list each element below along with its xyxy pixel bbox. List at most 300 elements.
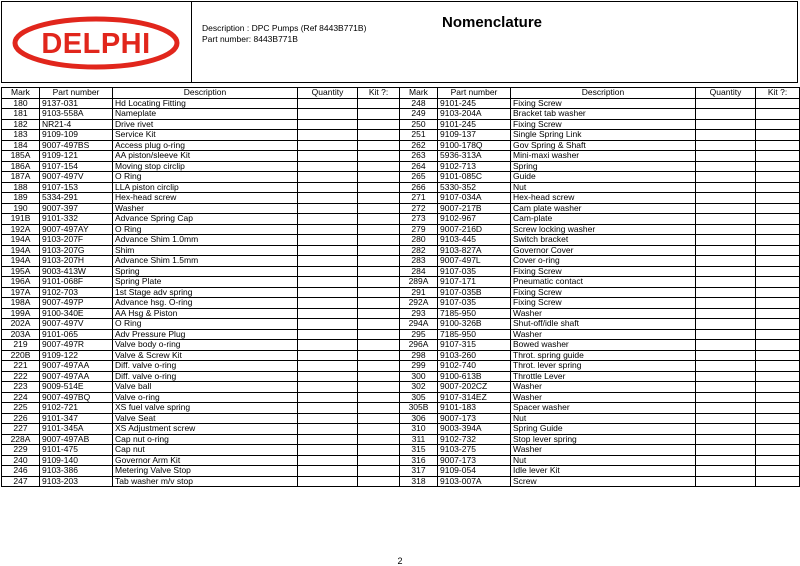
left-quantity-cell [298, 319, 358, 330]
table-row [2, 182, 800, 193]
right-mark-cell: 284 [400, 266, 438, 277]
table-row [2, 235, 800, 246]
left-kit-cell [358, 424, 400, 435]
left-kit-cell [358, 445, 400, 456]
right-mark-cell: 302 [400, 382, 438, 393]
right-description-cell: Idle lever Kit [511, 466, 696, 477]
right-kit-cell [756, 434, 800, 445]
right-description-cell: Hex-head screw [511, 193, 696, 204]
right-mark-cell: 273 [400, 214, 438, 225]
table-row [2, 224, 800, 235]
table-row [2, 350, 800, 361]
left-quantity-cell [298, 193, 358, 204]
table-row [2, 319, 800, 330]
left-description-cell: Metering Valve Stop [113, 466, 298, 477]
table-row [2, 203, 800, 214]
left-part-number-cell: 9007-497AA [40, 371, 113, 382]
right-description-cell: Spring [511, 161, 696, 172]
right-part-number-cell: 9103-007A [438, 476, 511, 487]
right-mark-cell: 292A [400, 298, 438, 309]
right-quantity-cell [696, 109, 756, 120]
right-mark-cell: 305 [400, 392, 438, 403]
table-row [2, 172, 800, 183]
right-description-cell: Nut [511, 413, 696, 424]
left-quantity-cell [298, 445, 358, 456]
left-mark-cell: 195A [2, 266, 40, 277]
left-description-cell: AA piston/sleeve Kit [113, 151, 298, 162]
right-part-number-cell: 9007-202CZ [438, 382, 511, 393]
left-part-number-cell: 9007-497V [40, 172, 113, 183]
left-mark-cell: 181 [2, 109, 40, 120]
left-mark-cell: 187A [2, 172, 40, 183]
left-part-number-cell: 9103-203 [40, 476, 113, 487]
left-quantity-cell [298, 455, 358, 466]
description-block [202, 23, 366, 45]
left-kit-cell [358, 350, 400, 361]
left-part-number-cell: 9103-207G [40, 245, 113, 256]
left-description-cell: 1st Stage adv spring [113, 287, 298, 298]
delphi-logo [12, 16, 180, 70]
left-description-cell: Hex-head screw [113, 193, 298, 204]
left-quantity-cell [298, 266, 358, 277]
left-description-cell: Valve & Screw Kit [113, 350, 298, 361]
left-description-cell: Valve body o-ring [113, 340, 298, 351]
right-description-cell: Shut-off/idle shaft [511, 319, 696, 330]
left-kit-cell [358, 466, 400, 477]
right-part-number-cell: 9101-245 [438, 119, 511, 130]
right-quantity-cell [696, 371, 756, 382]
left-part-number-cell: 9103-207H [40, 256, 113, 267]
left-description-cell: Cap nut o-ring [113, 434, 298, 445]
left-part-number-cell: 9101-068F [40, 277, 113, 288]
left-description-cell: Moving stop circlip [113, 161, 298, 172]
right-part-number-cell: 9102-713 [438, 161, 511, 172]
left-quantity-cell [298, 361, 358, 372]
page-title: Nomenclature [442, 14, 543, 31]
right-quantity-cell [696, 329, 756, 340]
right-kit-cell [756, 140, 800, 151]
right-mark-cell: 316 [400, 455, 438, 466]
left-description-cell: Advance Spring Cap [113, 214, 298, 225]
left-part-number-cell: 9007-497BS [40, 140, 113, 151]
right-part-number-cell: 9107-314EZ [438, 392, 511, 403]
right-description-cell: Cam plate washer [511, 203, 696, 214]
left-kit-cell [358, 403, 400, 414]
nomenclature-table [1, 87, 800, 487]
right-mark-cell: 299 [400, 361, 438, 372]
left-quantity-cell [298, 392, 358, 403]
left-description-cell: Shim [113, 245, 298, 256]
right-quantity-cell [696, 392, 756, 403]
left-kit-cell [358, 151, 400, 162]
right-mark-cell: 317 [400, 466, 438, 477]
right-quantity-cell [696, 403, 756, 414]
left-part-number-cell: 9101-332 [40, 214, 113, 225]
left-quantity-cell [298, 434, 358, 445]
left-kit-cell [358, 214, 400, 225]
left-kit-cell [358, 382, 400, 393]
right-part-number-cell: 9101-183 [438, 403, 511, 414]
right-mark-cell: 271 [400, 193, 438, 204]
left-kit-cell [358, 455, 400, 466]
left-part-number-cell: 9103-207F [40, 235, 113, 246]
left-part-number-cell: 9137-031 [40, 98, 113, 109]
table-row [2, 256, 800, 267]
left-mark-cell: 198A [2, 298, 40, 309]
left-mark-cell: 185A [2, 151, 40, 162]
right-quantity-cell [696, 172, 756, 183]
left-kit-cell [358, 256, 400, 267]
right-part-number-cell: 9107-035 [438, 298, 511, 309]
left-kit-cell [358, 140, 400, 151]
right-quantity-cell [696, 266, 756, 277]
table-row [2, 277, 800, 288]
right-part-number-cell: 9100-613B [438, 371, 511, 382]
left-quantity-cell [298, 298, 358, 309]
right-kit-cell [756, 361, 800, 372]
left-quantity-cell [298, 161, 358, 172]
col-part-number: Part number [438, 88, 511, 99]
table-row [2, 151, 800, 162]
right-kit-cell [756, 476, 800, 487]
left-kit-cell [358, 413, 400, 424]
right-kit-cell [756, 277, 800, 288]
left-description-cell: O Ring [113, 224, 298, 235]
table-row [2, 413, 800, 424]
left-mark-cell: 180 [2, 98, 40, 109]
right-description-cell: Screw locking washer [511, 224, 696, 235]
left-part-number-cell: 9007-497AB [40, 434, 113, 445]
right-mark-cell: 298 [400, 350, 438, 361]
table-row [2, 455, 800, 466]
right-mark-cell: 294A [400, 319, 438, 330]
right-quantity-cell [696, 277, 756, 288]
col-quantity: Quantity [298, 88, 358, 99]
left-part-number-cell: 9101-065 [40, 329, 113, 340]
right-quantity-cell [696, 445, 756, 456]
left-kit-cell [358, 245, 400, 256]
left-mark-cell: 227 [2, 424, 40, 435]
left-kit-cell [358, 235, 400, 246]
right-quantity-cell [696, 98, 756, 109]
table-row [2, 266, 800, 277]
left-quantity-cell [298, 203, 358, 214]
right-quantity-cell [696, 340, 756, 351]
right-quantity-cell [696, 308, 756, 319]
right-description-cell: Washer [511, 329, 696, 340]
left-quantity-cell [298, 224, 358, 235]
right-part-number-cell: 9007-217B [438, 203, 511, 214]
page-number: 2 [397, 556, 403, 566]
left-description-cell: LLA piston circlip [113, 182, 298, 193]
right-description-cell: Cam-plate [511, 214, 696, 225]
left-description-cell: Tab washer m/v stop [113, 476, 298, 487]
right-part-number-cell: 9107-315 [438, 340, 511, 351]
left-part-number-cell: 9109-109 [40, 130, 113, 141]
left-kit-cell [358, 119, 400, 130]
right-quantity-cell [696, 130, 756, 141]
col-kit: Kit ?: [358, 88, 400, 99]
left-description-cell: O Ring [113, 319, 298, 330]
right-part-number-cell: 9101-085C [438, 172, 511, 183]
left-description-cell: Diff. valve o-ring [113, 361, 298, 372]
right-part-number-cell: 9007-216D [438, 224, 511, 235]
left-part-number-cell: 9102-721 [40, 403, 113, 414]
right-description-cell: Fixing Screw [511, 287, 696, 298]
left-kit-cell [358, 361, 400, 372]
right-description-cell: Nut [511, 455, 696, 466]
right-kit-cell [756, 382, 800, 393]
right-mark-cell: 248 [400, 98, 438, 109]
right-quantity-cell [696, 161, 756, 172]
table-row [2, 392, 800, 403]
left-kit-cell [358, 298, 400, 309]
left-description-cell: Cap nut [113, 445, 298, 456]
right-kit-cell [756, 235, 800, 246]
left-mark-cell: 203A [2, 329, 40, 340]
right-description-cell: Fixing Screw [511, 119, 696, 130]
right-quantity-cell [696, 235, 756, 246]
left-kit-cell [358, 434, 400, 445]
left-quantity-cell [298, 214, 358, 225]
right-quantity-cell [696, 119, 756, 130]
left-mark-cell: 194A [2, 235, 40, 246]
right-quantity-cell [696, 424, 756, 435]
right-description-cell: Fixing Screw [511, 298, 696, 309]
right-quantity-cell [696, 140, 756, 151]
right-mark-cell: 289A [400, 277, 438, 288]
right-mark-cell: 265 [400, 172, 438, 183]
right-kit-cell [756, 455, 800, 466]
left-part-number-cell: 9109-122 [40, 350, 113, 361]
right-mark-cell: 272 [400, 203, 438, 214]
right-mark-cell: 295 [400, 329, 438, 340]
left-mark-cell: 188 [2, 182, 40, 193]
left-quantity-cell [298, 308, 358, 319]
right-part-number-cell: 9107-035B [438, 287, 511, 298]
right-part-number-cell: 5330-352 [438, 182, 511, 193]
col-description: Description [113, 88, 298, 99]
right-description-cell: Governor Cover [511, 245, 696, 256]
left-mark-cell: 194A [2, 245, 40, 256]
table-header-row [2, 88, 800, 99]
right-description-cell: Switch bracket [511, 235, 696, 246]
left-quantity-cell [298, 350, 358, 361]
right-kit-cell [756, 266, 800, 277]
right-kit-cell [756, 193, 800, 204]
right-mark-cell: 249 [400, 109, 438, 120]
right-kit-cell [756, 319, 800, 330]
left-kit-cell [358, 109, 400, 120]
left-kit-cell [358, 266, 400, 277]
right-part-number-cell: 9109-054 [438, 466, 511, 477]
left-mark-cell: 192A [2, 224, 40, 235]
part-number-line: Part number: 8443B771B [202, 34, 298, 44]
right-quantity-cell [696, 466, 756, 477]
right-quantity-cell [696, 382, 756, 393]
right-part-number-cell: 9100-178Q [438, 140, 511, 151]
left-description-cell: O Ring [113, 172, 298, 183]
right-part-number-cell: 9101-245 [438, 98, 511, 109]
left-description-cell: Valve o-ring [113, 392, 298, 403]
left-part-number-cell: 9007-397 [40, 203, 113, 214]
left-part-number-cell: 9009-514E [40, 382, 113, 393]
document-header [1, 1, 798, 83]
table-row [2, 298, 800, 309]
right-kit-cell [756, 214, 800, 225]
left-kit-cell [358, 277, 400, 288]
right-mark-cell: 300 [400, 371, 438, 382]
right-kit-cell [756, 161, 800, 172]
right-kit-cell [756, 245, 800, 256]
right-description-cell: Single Spring Link [511, 130, 696, 141]
left-description-cell: Nameplate [113, 109, 298, 120]
right-description-cell: Washer [511, 382, 696, 393]
right-quantity-cell [696, 319, 756, 330]
table-row [2, 308, 800, 319]
left-mark-cell: 202A [2, 319, 40, 330]
table-row [2, 434, 800, 445]
left-description-cell: AA Hsg & Piston [113, 308, 298, 319]
left-description-cell: Diff. valve o-ring [113, 371, 298, 382]
right-description-cell: Nut [511, 182, 696, 193]
right-description-cell: Fixing Screw [511, 266, 696, 277]
table-row [2, 361, 800, 372]
right-description-cell: Throt. lever spring [511, 361, 696, 372]
right-description-cell: Throt. spring guide [511, 350, 696, 361]
right-part-number-cell: 9107-171 [438, 277, 511, 288]
left-quantity-cell [298, 235, 358, 246]
table-row [2, 445, 800, 456]
right-quantity-cell [696, 287, 756, 298]
left-mark-cell: 190 [2, 203, 40, 214]
right-mark-cell: 279 [400, 224, 438, 235]
right-kit-cell [756, 119, 800, 130]
left-part-number-cell: 9007-497BQ [40, 392, 113, 403]
left-part-number-cell: 9007-497V [40, 319, 113, 330]
right-description-cell: Washer [511, 445, 696, 456]
right-quantity-cell [696, 224, 756, 235]
right-kit-cell [756, 413, 800, 424]
right-mark-cell: 310 [400, 424, 438, 435]
right-mark-cell: 266 [400, 182, 438, 193]
right-kit-cell [756, 392, 800, 403]
right-mark-cell: 250 [400, 119, 438, 130]
left-quantity-cell [298, 98, 358, 109]
left-mark-cell: 221 [2, 361, 40, 372]
col-mark: Mark [2, 88, 40, 99]
col-kit: Kit ?: [756, 88, 800, 99]
table-row [2, 98, 800, 109]
table-row [2, 109, 800, 120]
left-mark-cell: 182 [2, 119, 40, 130]
right-mark-cell: 315 [400, 445, 438, 456]
right-kit-cell [756, 109, 800, 120]
left-kit-cell [358, 161, 400, 172]
right-kit-cell [756, 98, 800, 109]
left-mark-cell: 240 [2, 455, 40, 466]
left-kit-cell [358, 340, 400, 351]
right-part-number-cell: 9103-204A [438, 109, 511, 120]
left-description-cell: Spring Plate [113, 277, 298, 288]
table-row [2, 424, 800, 435]
right-description-cell: Mini-maxi washer [511, 151, 696, 162]
right-part-number-cell: 9007-173 [438, 413, 511, 424]
logo-box [2, 2, 192, 82]
right-part-number-cell: 5936-313A [438, 151, 511, 162]
right-description-cell: Spring Guide [511, 424, 696, 435]
right-kit-cell [756, 224, 800, 235]
right-mark-cell: 263 [400, 151, 438, 162]
left-description-cell: Hd Locating Fitting [113, 98, 298, 109]
left-description-cell: Advance Shim 1.0mm [113, 235, 298, 246]
left-description-cell: Access plug o-ring [113, 140, 298, 151]
left-mark-cell: 194A [2, 256, 40, 267]
right-quantity-cell [696, 203, 756, 214]
right-description-cell: Gov Spring & Shaft [511, 140, 696, 151]
right-quantity-cell [696, 245, 756, 256]
left-quantity-cell [298, 182, 358, 193]
left-part-number-cell: 9101-475 [40, 445, 113, 456]
table-row [2, 340, 800, 351]
left-kit-cell [358, 329, 400, 340]
left-kit-cell [358, 319, 400, 330]
left-description-cell: Valve ball [113, 382, 298, 393]
right-part-number-cell: 9107-034A [438, 193, 511, 204]
right-part-number-cell: 9103-260 [438, 350, 511, 361]
col-mark: Mark [400, 88, 438, 99]
left-description-cell: Governor Arm Kit [113, 455, 298, 466]
right-kit-cell [756, 298, 800, 309]
left-kit-cell [358, 130, 400, 141]
left-description-cell: Valve Seat [113, 413, 298, 424]
table-row [2, 130, 800, 141]
left-mark-cell: 184 [2, 140, 40, 151]
left-quantity-cell [298, 403, 358, 414]
left-mark-cell: 246 [2, 466, 40, 477]
left-kit-cell [358, 193, 400, 204]
left-part-number-cell: 5334-291 [40, 193, 113, 204]
right-quantity-cell [696, 455, 756, 466]
col-quantity: Quantity [696, 88, 756, 99]
right-mark-cell: 280 [400, 235, 438, 246]
right-kit-cell [756, 172, 800, 183]
left-quantity-cell [298, 476, 358, 487]
left-quantity-cell [298, 466, 358, 477]
table-row [2, 476, 800, 487]
left-quantity-cell [298, 371, 358, 382]
left-part-number-cell: 9101-345A [40, 424, 113, 435]
left-kit-cell [358, 203, 400, 214]
left-part-number-cell: 9107-154 [40, 161, 113, 172]
left-part-number-cell: 9007-497AY [40, 224, 113, 235]
table-row [2, 329, 800, 340]
left-mark-cell: 247 [2, 476, 40, 487]
left-description-cell: XS Adjustment screw [113, 424, 298, 435]
left-kit-cell [358, 182, 400, 193]
left-part-number-cell: 9007-497P [40, 298, 113, 309]
left-quantity-cell [298, 245, 358, 256]
right-quantity-cell [696, 476, 756, 487]
col-description: Description [511, 88, 696, 99]
right-kit-cell [756, 256, 800, 267]
right-part-number-cell: 9102-740 [438, 361, 511, 372]
left-description-cell: Service Kit [113, 130, 298, 141]
right-quantity-cell [696, 151, 756, 162]
right-description-cell: Screw [511, 476, 696, 487]
left-kit-cell [358, 224, 400, 235]
left-mark-cell: 183 [2, 130, 40, 141]
